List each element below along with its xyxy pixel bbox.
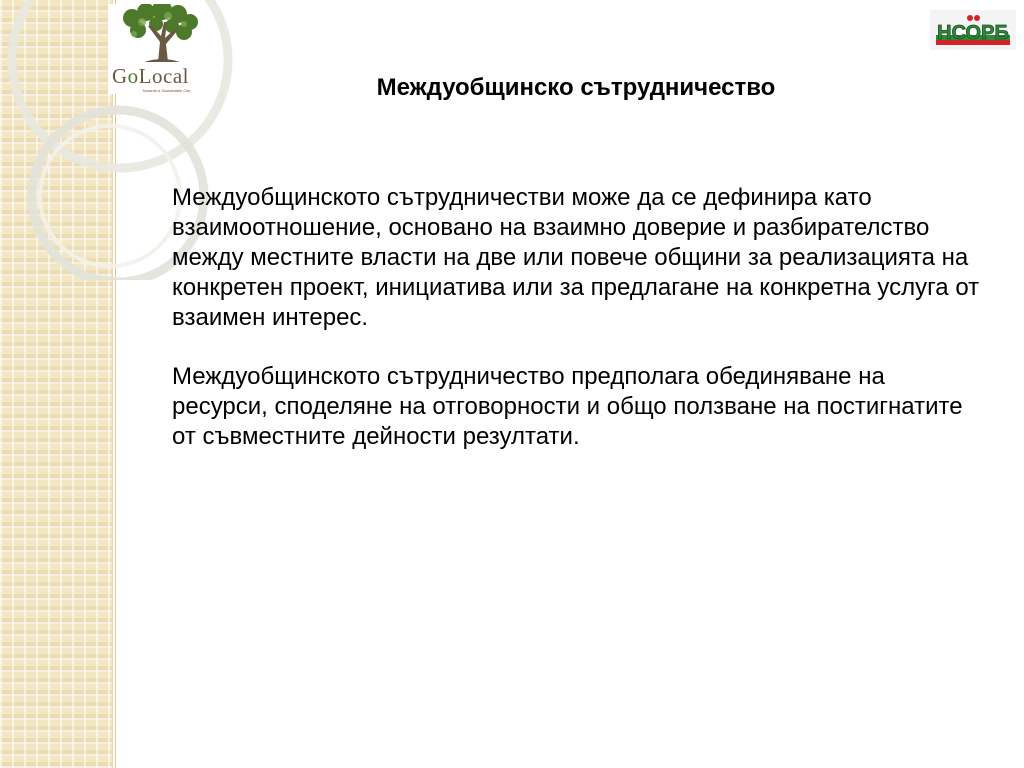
golocal-logo: [108, 4, 204, 94]
slide-title: Междуобщинско сътрудничество: [376, 74, 776, 101]
nsorb-logo-icon: [930, 10, 1016, 50]
slide-body: [172, 183, 982, 481]
body-paragraph: Междуобщинското сътрудничестви може да се дефинира като взаимоотношение, основано на взаимно доверие и разбирателство между местните власти на две или повече общини за реализацията на конкретен проект, инициатива или за предлагане на конкретна услуга от взаимен интерес.: [172, 184, 980, 331]
decorative-divider: [112, 0, 118, 768]
nsorb-logo-text: НСОРБ: [937, 22, 1009, 44]
golocal-wordmark: GoLocal: [112, 64, 189, 88]
golocal-tagline: Towards a Sustainable City: [142, 88, 191, 93]
nsorb-logo: [930, 10, 1016, 50]
decorative-plaid-strip: [0, 0, 112, 768]
tree-icon: [114, 4, 206, 66]
body-paragraph: Междуобщинското сътрудничество предполага обединяване на ресурси, споделяне на отговорности и общо ползване на постигнатите от съвместните дейности резултати.: [172, 363, 963, 450]
